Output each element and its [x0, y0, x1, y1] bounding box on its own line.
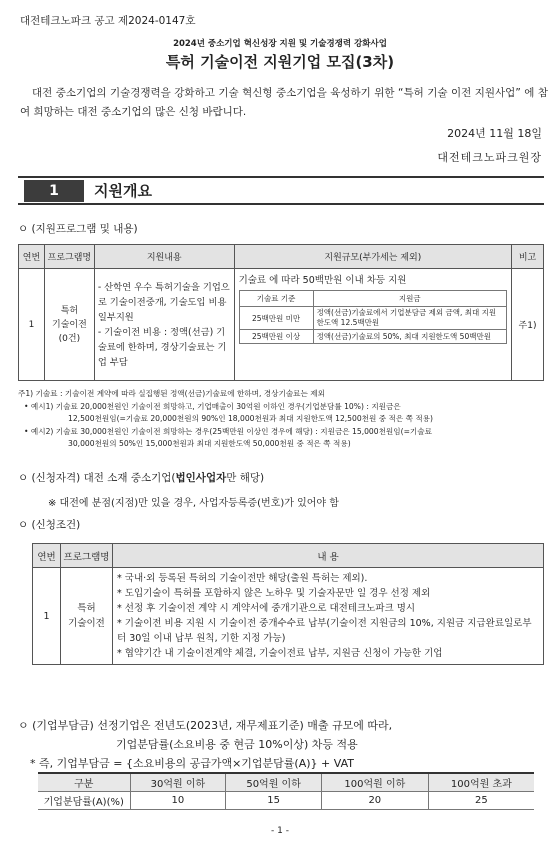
conditions-heading: ㅇ (신청조건)	[18, 519, 81, 531]
column-header: 연번	[33, 544, 61, 568]
program-name-line: 특허	[60, 305, 79, 316]
program-name-line: 특허	[77, 603, 96, 614]
announcement-date: 2024년 11월 18일	[447, 127, 542, 140]
table-header-row	[19, 245, 544, 269]
scale-basis: 25백만원 미만	[239, 307, 313, 330]
scale-table	[239, 290, 507, 344]
table-cell: 15	[226, 791, 322, 809]
column-header: 100억원 초과	[428, 773, 534, 791]
company-share	[18, 716, 392, 773]
table-header-row	[38, 773, 534, 791]
section-number: 1	[24, 180, 84, 202]
row-number: 1	[33, 568, 61, 665]
condition-item: * 선정 후 기술이전 계약 시 계약서에 중개기관으로 대전테크노파크 명시	[117, 603, 416, 614]
scale-column-header: 기술료 기준	[239, 291, 313, 307]
support-scale	[234, 269, 511, 381]
eligibility-bold: 법인사업자	[175, 472, 227, 484]
conditions-table	[32, 543, 544, 665]
program-name-line: 기술이전	[52, 319, 87, 330]
issuing-organization: 대전테크노파크원장	[437, 151, 542, 164]
share-formula: * 즉, 기업부담금 = {소요비용의 공급가액×기업분담률(A)} + VAT	[30, 757, 354, 770]
intro-paragraph: 대전 중소기업의 기술경쟁력을 강화하고 기술 혁신형 중소기업을 육성하기 위한 “특허 기술 이전 지원사업” 에 참여 희망하는 대전 중소기업의 많은 신청 바랍니다.	[20, 87, 548, 118]
condition-list	[113, 568, 544, 665]
share-rate-table	[38, 772, 534, 810]
program-content	[94, 269, 234, 381]
table-cell: 10	[130, 791, 226, 809]
content-item: - 기술이전 비용 : 정액(선금) 기술료에 한하며, 경상기술료는 기업 부담	[97, 326, 227, 368]
condition-item: * 협약기간 내 기술이전계약 체결, 기술이전료 납부, 지원금 신청이 가능한 기업	[117, 648, 443, 659]
program-name	[61, 568, 113, 665]
eligibility	[18, 470, 264, 485]
scale-amount: 정액(선금)기술료의 50%, 최대 지원한도액 50백만원	[313, 330, 506, 344]
condition-item: * 도입기술이 특허를 포함하지 않은 노하우 및 기술자문만 일 경우 선정 제외	[117, 588, 431, 599]
condition-item: * 기술이전 비용 지원 시 기술이전 중개수수료 납부(기술이전 지원금의 10%, 지원금 지급완료일로부터 30일 이내 납부 원칙, 기한 지정 가능)	[117, 618, 532, 644]
column-header: 프로그램명	[61, 544, 113, 568]
column-header: 지원규모(부가세는 제외)	[234, 245, 511, 269]
column-header: 비고	[512, 245, 544, 269]
condition-item: * 국내·외 등록된 특허의 기술이전만 해당(출원 특허는 제외).	[117, 573, 368, 584]
scale-column-header: 지원금	[313, 291, 506, 307]
scale-basis: 25백만원 이상	[239, 330, 313, 344]
program-table	[18, 244, 544, 381]
eligibility-label: ㅇ (신청자격)	[18, 472, 81, 484]
section-title: 지원개요	[94, 182, 152, 200]
table-cell: 기업분담률(A)(%)	[38, 791, 130, 809]
section-header	[18, 176, 544, 205]
footnotes	[18, 388, 544, 451]
page-number: - 1 -	[271, 826, 289, 836]
column-header: 지원내용	[94, 245, 234, 269]
column-header: 100억원 이하	[321, 773, 428, 791]
remark: 주1)	[512, 269, 544, 381]
eligibility-text: 대전 소재 중소기업(	[80, 472, 176, 484]
eligibility-text-end: 만 해당)	[226, 472, 265, 484]
program-heading: ㅇ (지원프로그램 및 내용)	[18, 223, 138, 235]
column-header: 내 용	[113, 544, 544, 568]
table-cell: 25	[428, 791, 534, 809]
page-title: 특허 기술이전 지원기업 모집(3차)	[165, 53, 395, 71]
footnote: 주1) 기술료 : 기술이전 계약에 따라 실집행된 정액(선금)기술료에 한하며, 경상기술료는 제외	[18, 389, 325, 398]
footnote-example: • 예시1) 기술료 20,000천원인 기술이전 희망하고, 기업매출이 30억원 이하인 경우(기업분담률 10%) : 지원금은	[24, 401, 401, 411]
footnote-example: • 예시2) 기술료 30,000천원인 기술이전 희망하는 경우(25백만원 이상인 경우에 해당) : 지원금은 15,000천원임(=기술료	[24, 426, 432, 436]
table-cell: 20	[321, 791, 428, 809]
table-row	[19, 269, 544, 381]
content-item: - 산학연 우수 특허기술을 기업으로 기술이전중개, 기술도입 비용 일부지원	[97, 281, 230, 323]
table-row	[33, 568, 544, 665]
scale-amount: 정액(선금)기술료에서 기업분담금 제외 금액, 최대 지원한도액 12.5백만원	[313, 307, 506, 330]
eligibility-note: ※ 대전에 분점(지점)만 있을 경우, 사업자등록증(번호)가 있어야 함	[48, 498, 339, 509]
page-subtitle: 2024년 중소기업 혁신성장 지원 및 기술경쟁력 강화사업	[173, 39, 387, 49]
program-name	[44, 269, 94, 381]
column-header: 연번	[19, 245, 45, 269]
table-row	[38, 791, 534, 809]
program-name-line: (0건)	[58, 333, 81, 344]
footnote-example: 12,500천원임(=기술료 20,000천원의 90%인 18,000천원과 최대 지원한도액 12,500천원 중 적은 쪽 적용)	[68, 414, 433, 423]
footnote-example: 30,000천원의 50%인 15,000천원과 최대 지원한도액 50,000천원 중 적은 쪽 적용)	[68, 439, 351, 448]
column-header: 구분	[38, 773, 130, 791]
share-line: ㅇ (기업부담금) 선정기업은 전년도(2023년, 재무제표기준) 매출 규모에 따라,	[18, 719, 393, 732]
table-header-row	[33, 544, 544, 568]
scale-intro: 기술료 에 따라 50백만원 이내 차등 지원	[238, 275, 407, 286]
announcement-number: 대전테크노파크 공고 제2024-0147호	[20, 15, 196, 27]
row-number: 1	[19, 269, 45, 381]
column-header: 프로그램명	[44, 245, 94, 269]
column-header: 30억원 이하	[130, 773, 226, 791]
share-line: 기업분담률(소요비용 중 현금 10%이상) 차등 적용	[116, 738, 358, 751]
column-header: 50억원 이하	[226, 773, 322, 791]
program-name-line: 기술이전	[68, 618, 105, 629]
